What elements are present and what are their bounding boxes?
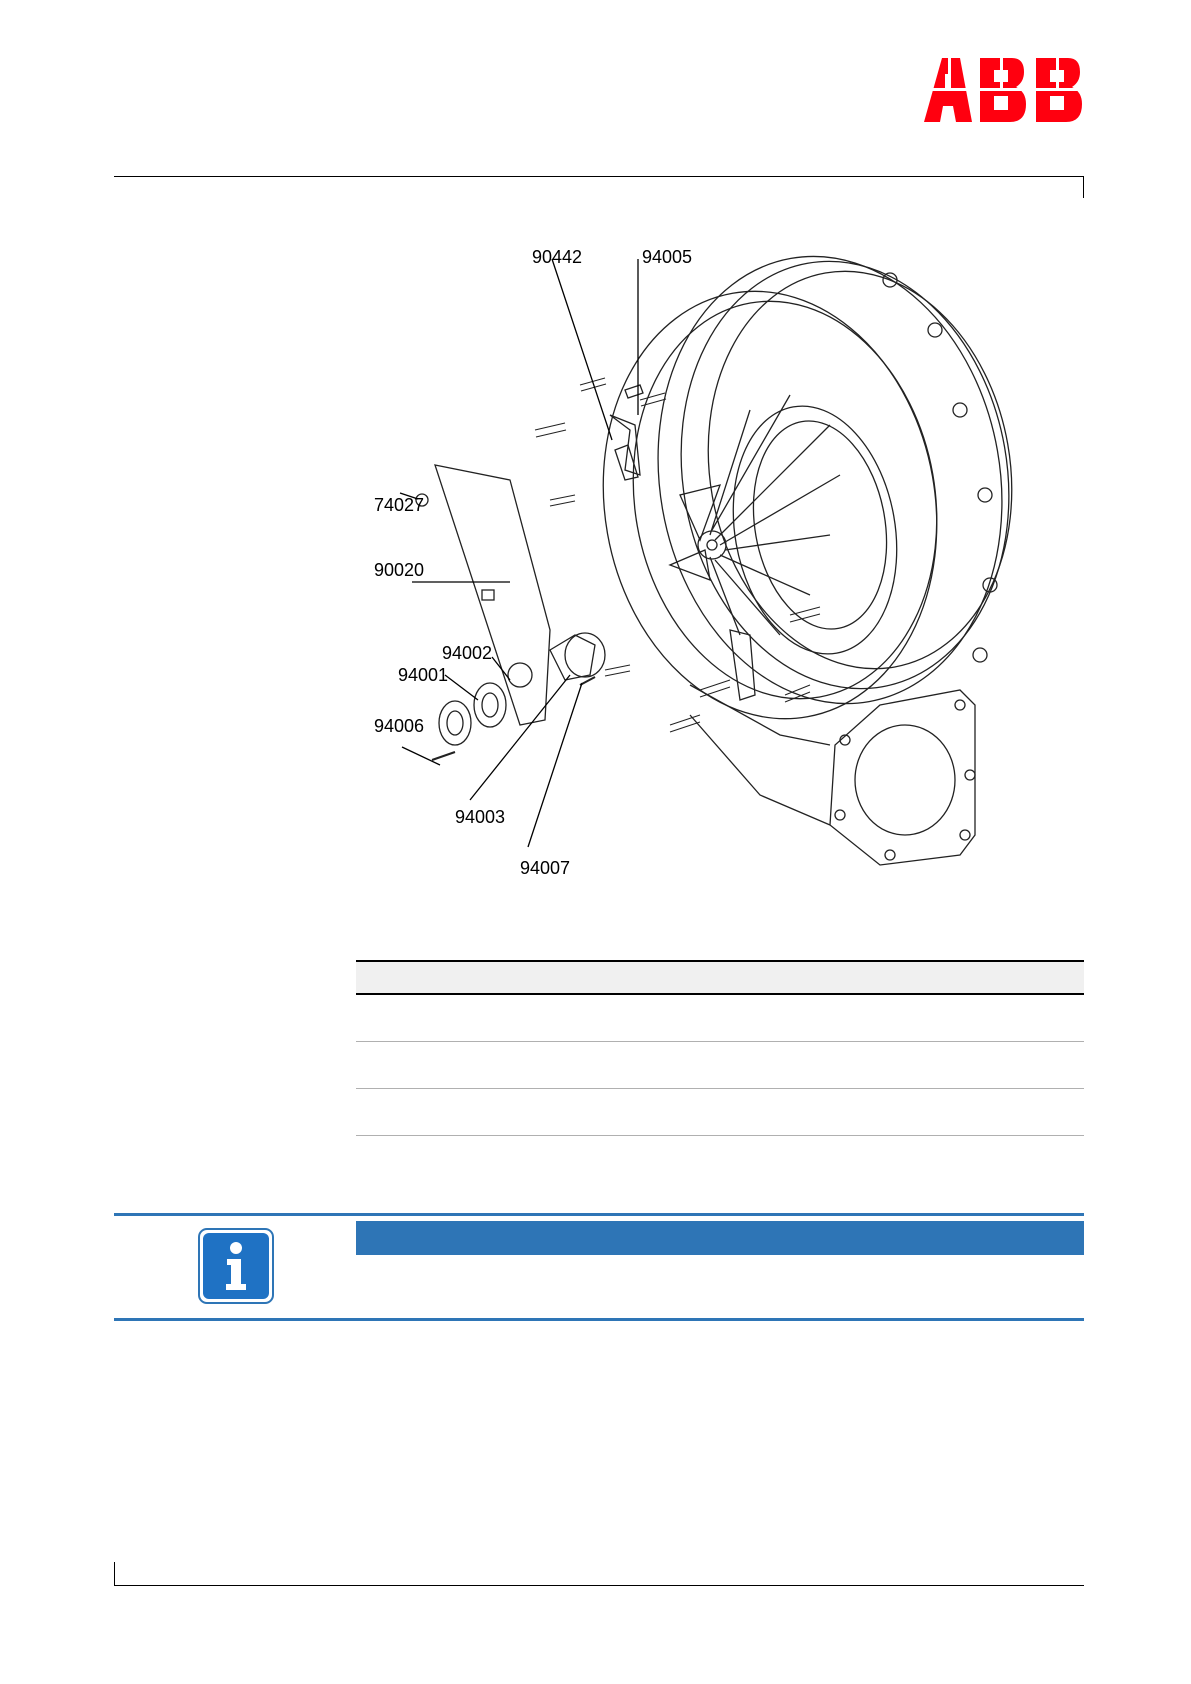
header-tick (1083, 176, 1084, 198)
table-header-cell (898, 961, 1084, 994)
table-header-cell (532, 961, 898, 994)
outlet-flange (830, 690, 975, 865)
table-row (356, 1042, 1084, 1089)
housing-flange (624, 235, 1037, 731)
callout-94003: 94003 (455, 807, 506, 827)
housing-outer-ring (570, 265, 970, 746)
assembly-figure (360, 235, 1085, 950)
table-header-cell (356, 961, 532, 994)
info-icon (198, 1228, 274, 1304)
callout-90020: 90020 (374, 560, 425, 580)
abb-logo (924, 58, 1084, 122)
note-bottom-rule (114, 1318, 1084, 1321)
callout-90442: 90442 (532, 247, 583, 267)
footer-rule (114, 1585, 1084, 1586)
callout-74027: 74027 (374, 495, 425, 515)
table-cell (898, 1089, 1084, 1136)
table-cell (532, 1089, 898, 1136)
note-top-rule (114, 1213, 1084, 1216)
exploded-view-drawing (360, 235, 1085, 950)
table-cell (532, 994, 898, 1042)
table-cell (898, 1042, 1084, 1089)
callout-94006: 94006 (374, 716, 425, 736)
footer-tick (114, 1562, 115, 1586)
table-row (356, 994, 1084, 1042)
table-cell (356, 994, 532, 1042)
table-cell (356, 1042, 532, 1089)
table-header-row (356, 961, 1084, 994)
callout-94001: 94001 (398, 665, 449, 685)
callout-94007: 94007 (520, 858, 571, 878)
ring-94002 (474, 683, 506, 727)
note-title (356, 1229, 366, 1246)
cover-plate (435, 465, 550, 725)
table-row (356, 1089, 1084, 1136)
cone (550, 635, 595, 680)
header-rule (114, 176, 1084, 177)
impeller-hub (698, 531, 726, 559)
table-cell (898, 994, 1084, 1042)
table-cell (532, 1042, 898, 1089)
callout-94002: 94002 (442, 643, 493, 663)
callout-94005: 94005 (642, 247, 693, 267)
note-title-bar (356, 1221, 1084, 1255)
table-cell (356, 1089, 532, 1136)
ring-94001 (439, 701, 471, 745)
parts-table (356, 960, 1084, 1136)
